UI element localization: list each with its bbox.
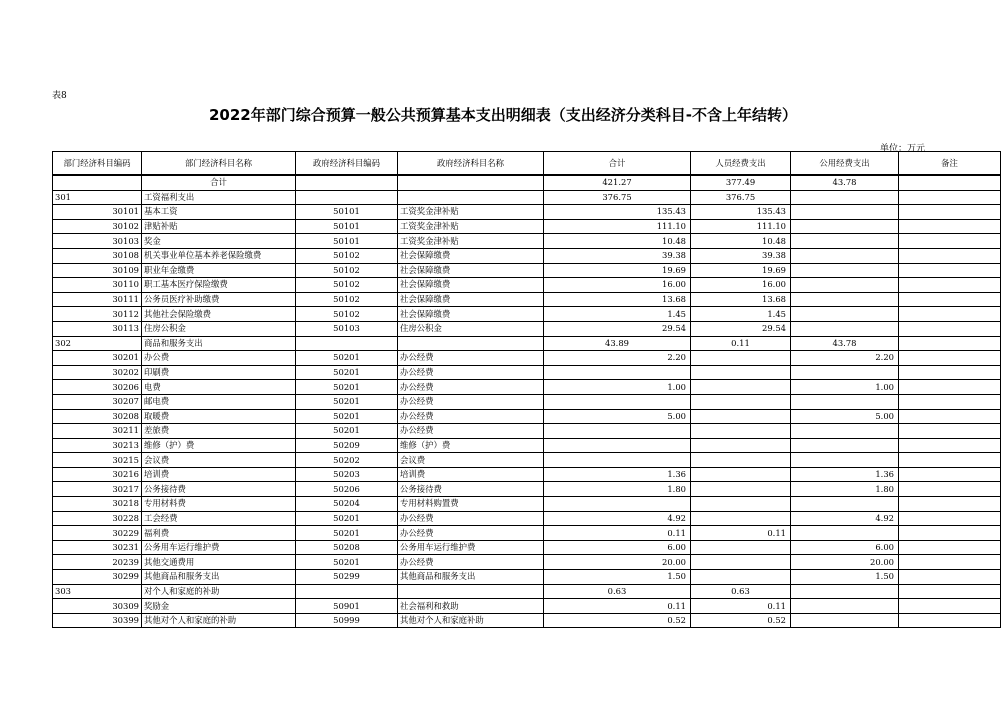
- personnel-cell: 0.11: [691, 336, 791, 351]
- note-cell: [899, 438, 1001, 453]
- dept-code-cell: 30110: [53, 278, 142, 293]
- table-row: [53, 365, 1001, 380]
- dept-code-cell: 30109: [53, 263, 142, 278]
- personnel-cell: 29.54: [691, 321, 791, 336]
- gov-code-cell: 50102: [296, 278, 398, 293]
- personnel-cell: 16.00: [691, 278, 791, 293]
- gov-name-cell: 办公经费: [398, 511, 544, 526]
- gov-code-cell: [296, 584, 398, 599]
- gov-name-cell: 公务接待费: [398, 482, 544, 497]
- gov-name-cell: 培训费: [398, 467, 544, 482]
- note-cell: [899, 409, 1001, 424]
- total-cell: 421.27: [544, 175, 691, 190]
- gov-name-cell: 社会保障缴费: [398, 263, 544, 278]
- dept-name-cell: 机关事业单位基本养老保险缴费: [142, 248, 296, 263]
- group-row: [53, 336, 1001, 351]
- gov-name-cell: 办公经费: [398, 409, 544, 424]
- personnel-cell: 1.45: [691, 307, 791, 322]
- personnel-cell: 0.63: [691, 584, 791, 599]
- public-cell: [791, 438, 899, 453]
- gov-name-cell: [398, 584, 544, 599]
- public-cell: [791, 292, 899, 307]
- personnel-cell: 39.38: [691, 248, 791, 263]
- dept-code-cell: 30299: [53, 570, 142, 585]
- note-cell: [899, 570, 1001, 585]
- dept-code-cell: 30102: [53, 219, 142, 234]
- gov-name-cell: 社会福利和救助: [398, 599, 544, 614]
- public-cell: [791, 526, 899, 541]
- gov-code-cell: 50901: [296, 599, 398, 614]
- public-cell: 4.92: [791, 511, 899, 526]
- table-row: [53, 380, 1001, 395]
- dept-code-cell: 30108: [53, 248, 142, 263]
- gov-code-cell: 50204: [296, 497, 398, 512]
- gov-code-cell: 50201: [296, 409, 398, 424]
- dept-name-cell: 公务员医疗补助缴费: [142, 292, 296, 307]
- public-cell: [791, 321, 899, 336]
- gov-code-cell: 50208: [296, 540, 398, 555]
- note-cell: [899, 540, 1001, 555]
- header-personnel: 人员经费支出: [691, 152, 791, 176]
- dept-code-cell: 30111: [53, 292, 142, 307]
- note-cell: [899, 263, 1001, 278]
- gov-code-cell: 50201: [296, 380, 398, 395]
- total-cell: 0.11: [544, 599, 691, 614]
- note-cell: [899, 292, 1001, 307]
- total-cell: 0.11: [544, 526, 691, 541]
- gov-code-cell: [296, 190, 398, 205]
- personnel-cell: [691, 540, 791, 555]
- table-row: [53, 234, 1001, 249]
- public-cell: 43.78: [791, 336, 899, 351]
- personnel-cell: 376.75: [691, 190, 791, 205]
- gov-name-cell: 办公经费: [398, 351, 544, 366]
- table-row: [53, 219, 1001, 234]
- dept-name-cell: 其他对个人和家庭的补助: [142, 613, 296, 628]
- total-cell: [544, 497, 691, 512]
- gov-name-cell: 办公经费: [398, 380, 544, 395]
- header-note: 备注: [899, 152, 1001, 176]
- gov-name-cell: 社会保障缴费: [398, 278, 544, 293]
- dept-name-cell: 邮电费: [142, 394, 296, 409]
- table-row: [53, 482, 1001, 497]
- total-cell: 0.63: [544, 584, 691, 599]
- dept-code-cell: 30206: [53, 380, 142, 395]
- total-cell: 29.54: [544, 321, 691, 336]
- group-row: [53, 584, 1001, 599]
- page-title: 2022年部门综合预算一般公共预算基本支出明细表（支出经济分类科目-不含上年结转）: [209, 106, 797, 124]
- table-row: [53, 526, 1001, 541]
- dept-name-cell: 其他社会保险缴费: [142, 307, 296, 322]
- note-cell: [899, 307, 1001, 322]
- personnel-cell: [691, 555, 791, 570]
- public-cell: 5.00: [791, 409, 899, 424]
- total-cell: 1.50: [544, 570, 691, 585]
- dept-code-cell: 301: [53, 190, 142, 205]
- note-cell: [899, 497, 1001, 512]
- total-cell: 135.43: [544, 205, 691, 220]
- table-row: [53, 540, 1001, 555]
- gov-code-cell: [296, 175, 398, 190]
- table-row: [53, 438, 1001, 453]
- dept-name-cell: 职业年金缴费: [142, 263, 296, 278]
- dept-name-cell: 职工基本医疗保险缴费: [142, 278, 296, 293]
- personnel-cell: [691, 409, 791, 424]
- dept-name-cell: 电费: [142, 380, 296, 395]
- personnel-cell: 19.69: [691, 263, 791, 278]
- total-cell: 376.75: [544, 190, 691, 205]
- gov-name-cell: 专用材料购置费: [398, 497, 544, 512]
- personnel-cell: 13.68: [691, 292, 791, 307]
- header-gov-code: 政府经济科目编码: [296, 152, 398, 176]
- gov-code-cell: 50999: [296, 613, 398, 628]
- dept-code-cell: 30229: [53, 526, 142, 541]
- dept-name-cell: 商品和服务支出: [142, 336, 296, 351]
- public-cell: 1.36: [791, 467, 899, 482]
- personnel-cell: [691, 380, 791, 395]
- gov-name-cell: 办公经费: [398, 526, 544, 541]
- table-row: [53, 497, 1001, 512]
- dept-code-cell: 30211: [53, 424, 142, 439]
- dept-code-cell: 30399: [53, 613, 142, 628]
- public-cell: 43.78: [791, 175, 899, 190]
- header-dept-code: 部门经济科目编码: [53, 152, 142, 176]
- table-row: [53, 613, 1001, 628]
- note-cell: [899, 219, 1001, 234]
- dept-name-cell: 奖励金: [142, 599, 296, 614]
- public-cell: [791, 234, 899, 249]
- gov-code-cell: 50206: [296, 482, 398, 497]
- gov-name-cell: 社会保障缴费: [398, 292, 544, 307]
- total-cell: 19.69: [544, 263, 691, 278]
- table-row: [53, 205, 1001, 220]
- total-cell: 0.52: [544, 613, 691, 628]
- personnel-cell: 377.49: [691, 175, 791, 190]
- note-cell: [899, 234, 1001, 249]
- dept-name-cell: 差旅费: [142, 424, 296, 439]
- total-cell: 5.00: [544, 409, 691, 424]
- gov-name-cell: 办公经费: [398, 394, 544, 409]
- dept-code-cell: 30218: [53, 497, 142, 512]
- dept-code-cell: 30202: [53, 365, 142, 380]
- table-row: [53, 453, 1001, 468]
- dept-name-cell: 福利费: [142, 526, 296, 541]
- note-cell: [899, 175, 1001, 190]
- note-cell: [899, 599, 1001, 614]
- personnel-cell: [691, 467, 791, 482]
- gov-code-cell: 50201: [296, 424, 398, 439]
- gov-name-cell: 工资奖金津补贴: [398, 219, 544, 234]
- note-cell: [899, 380, 1001, 395]
- total-cell: 1.00: [544, 380, 691, 395]
- note-cell: [899, 321, 1001, 336]
- personnel-cell: [691, 424, 791, 439]
- note-cell: [899, 467, 1001, 482]
- note-cell: [899, 424, 1001, 439]
- personnel-cell: [691, 351, 791, 366]
- gov-name-cell: 办公经费: [398, 365, 544, 380]
- gov-name-cell: 办公经费: [398, 555, 544, 570]
- gov-code-cell: 50101: [296, 205, 398, 220]
- gov-code-cell: 50103: [296, 321, 398, 336]
- total-cell: 1.80: [544, 482, 691, 497]
- public-cell: [791, 497, 899, 512]
- dept-code-cell: 30231: [53, 540, 142, 555]
- note-cell: [899, 248, 1001, 263]
- total-cell: 111.10: [544, 219, 691, 234]
- table-row: [53, 278, 1001, 293]
- table-row: [53, 292, 1001, 307]
- public-cell: 1.50: [791, 570, 899, 585]
- personnel-cell: 111.10: [691, 219, 791, 234]
- note-cell: [899, 526, 1001, 541]
- dept-code-cell: 30309: [53, 599, 142, 614]
- public-cell: [791, 394, 899, 409]
- dept-name-cell: 基本工资: [142, 205, 296, 220]
- table-row: [53, 248, 1001, 263]
- gov-code-cell: 50201: [296, 511, 398, 526]
- dept-code-cell: 302: [53, 336, 142, 351]
- gov-name-cell: 社会保障缴费: [398, 248, 544, 263]
- dept-code-cell: 30201: [53, 351, 142, 366]
- total-cell: 13.68: [544, 292, 691, 307]
- public-cell: [791, 248, 899, 263]
- total-cell: 1.45: [544, 307, 691, 322]
- dept-name-cell: 维修（护）费: [142, 438, 296, 453]
- dept-code-cell: 303: [53, 584, 142, 599]
- dept-name-cell: 取暖费: [142, 409, 296, 424]
- gov-name-cell: [398, 190, 544, 205]
- gov-name-cell: 办公经费: [398, 424, 544, 439]
- note-cell: [899, 511, 1001, 526]
- dept-code-cell: 30208: [53, 409, 142, 424]
- dept-code-cell: 30112: [53, 307, 142, 322]
- total-cell: 4.92: [544, 511, 691, 526]
- gov-name-cell: [398, 336, 544, 351]
- dept-name-cell: 培训费: [142, 467, 296, 482]
- dept-name-cell: 合计: [142, 175, 296, 190]
- total-cell: 39.38: [544, 248, 691, 263]
- group-row: [53, 190, 1001, 205]
- note-cell: [899, 205, 1001, 220]
- gov-code-cell: 50102: [296, 307, 398, 322]
- table-row: [53, 424, 1001, 439]
- note-cell: [899, 613, 1001, 628]
- dept-code-cell: 30216: [53, 467, 142, 482]
- table-row: [53, 307, 1001, 322]
- gov-name-cell: 工资奖金津补贴: [398, 205, 544, 220]
- table-row: [53, 570, 1001, 585]
- dept-code-cell: 30228: [53, 511, 142, 526]
- gov-code-cell: [296, 336, 398, 351]
- unit-label: 单位：万元: [880, 144, 926, 154]
- gov-code-cell: 50102: [296, 263, 398, 278]
- public-cell: 1.80: [791, 482, 899, 497]
- header-public: 公用经费支出: [791, 152, 899, 176]
- table-row: [53, 321, 1001, 336]
- total-cell: [544, 365, 691, 380]
- note-cell: [899, 482, 1001, 497]
- dept-name-cell: 其他交通费用: [142, 555, 296, 570]
- dept-code-cell: 20239: [53, 555, 142, 570]
- personnel-cell: 0.52: [691, 613, 791, 628]
- dept-name-cell: 工资福利支出: [142, 190, 296, 205]
- note-cell: [899, 453, 1001, 468]
- dept-name-cell: 奖金: [142, 234, 296, 249]
- public-cell: [791, 219, 899, 234]
- dept-name-cell: 住房公积金: [142, 321, 296, 336]
- gov-code-cell: 50201: [296, 365, 398, 380]
- public-cell: 6.00: [791, 540, 899, 555]
- total-row: [53, 175, 1001, 190]
- public-cell: [791, 453, 899, 468]
- personnel-cell: 10.48: [691, 234, 791, 249]
- public-cell: [791, 190, 899, 205]
- public-cell: [791, 613, 899, 628]
- header-gov-name: 政府经济科目名称: [398, 152, 544, 176]
- gov-code-cell: 50209: [296, 438, 398, 453]
- gov-name-cell: 会议费: [398, 453, 544, 468]
- note-cell: [899, 278, 1001, 293]
- gov-name-cell: 维修（护）费: [398, 438, 544, 453]
- public-cell: 2.20: [791, 351, 899, 366]
- note-cell: [899, 365, 1001, 380]
- dept-code-cell: 30103: [53, 234, 142, 249]
- gov-code-cell: 50202: [296, 453, 398, 468]
- public-cell: [791, 263, 899, 278]
- table-row: [53, 511, 1001, 526]
- dept-code-cell: 30113: [53, 321, 142, 336]
- gov-name-cell: 其他商品和服务支出: [398, 570, 544, 585]
- note-cell: [899, 394, 1001, 409]
- gov-code-cell: 50201: [296, 394, 398, 409]
- gov-code-cell: 50102: [296, 248, 398, 263]
- budget-table: [52, 151, 1001, 628]
- table-row: [53, 555, 1001, 570]
- personnel-cell: [691, 511, 791, 526]
- public-cell: [791, 205, 899, 220]
- gov-name-cell: 其他对个人和家庭补助: [398, 613, 544, 628]
- table-row: [53, 467, 1001, 482]
- note-cell: [899, 584, 1001, 599]
- personnel-cell: [691, 570, 791, 585]
- total-cell: 16.00: [544, 278, 691, 293]
- table-body: [53, 175, 1001, 628]
- note-cell: [899, 555, 1001, 570]
- dept-name-cell: 工会经费: [142, 511, 296, 526]
- gov-code-cell: 50101: [296, 219, 398, 234]
- note-cell: [899, 351, 1001, 366]
- personnel-cell: [691, 365, 791, 380]
- table-header-row: [53, 152, 1001, 176]
- personnel-cell: 0.11: [691, 599, 791, 614]
- gov-code-cell: 50299: [296, 570, 398, 585]
- table-row: [53, 599, 1001, 614]
- note-cell: [899, 190, 1001, 205]
- personnel-cell: [691, 482, 791, 497]
- gov-name-cell: 工资奖金津补贴: [398, 234, 544, 249]
- note-cell: [899, 336, 1001, 351]
- personnel-cell: [691, 438, 791, 453]
- public-cell: [791, 307, 899, 322]
- total-cell: [544, 424, 691, 439]
- total-cell: [544, 453, 691, 468]
- public-cell: [791, 599, 899, 614]
- dept-code-cell: 30101: [53, 205, 142, 220]
- personnel-cell: 0.11: [691, 526, 791, 541]
- personnel-cell: [691, 497, 791, 512]
- total-cell: [544, 438, 691, 453]
- personnel-cell: 135.43: [691, 205, 791, 220]
- gov-code-cell: 50203: [296, 467, 398, 482]
- dept-code-cell: 30215: [53, 453, 142, 468]
- header-total: 合计: [544, 152, 691, 176]
- dept-name-cell: 专用材料费: [142, 497, 296, 512]
- table-row: [53, 263, 1001, 278]
- public-cell: 20.00: [791, 555, 899, 570]
- dept-name-cell: 对个人和家庭的补助: [142, 584, 296, 599]
- public-cell: 1.00: [791, 380, 899, 395]
- dept-code-cell: [53, 175, 142, 190]
- gov-name-cell: 社会保障缴费: [398, 307, 544, 322]
- total-cell: [544, 394, 691, 409]
- gov-code-cell: 50201: [296, 526, 398, 541]
- total-cell: 43.89: [544, 336, 691, 351]
- gov-name-cell: 住房公积金: [398, 321, 544, 336]
- public-cell: [791, 584, 899, 599]
- header-dept-name: 部门经济科目名称: [142, 152, 296, 176]
- personnel-cell: [691, 394, 791, 409]
- gov-name-cell: [398, 175, 544, 190]
- total-cell: 1.36: [544, 467, 691, 482]
- total-cell: 20.00: [544, 555, 691, 570]
- dept-name-cell: 津贴补贴: [142, 219, 296, 234]
- gov-name-cell: 公务用车运行维护费: [398, 540, 544, 555]
- public-cell: [791, 278, 899, 293]
- dept-name-cell: 办公费: [142, 351, 296, 366]
- total-cell: 10.48: [544, 234, 691, 249]
- dept-name-cell: 公务用车运行维护费: [142, 540, 296, 555]
- personnel-cell: [691, 453, 791, 468]
- table-row: [53, 394, 1001, 409]
- table-row: [53, 409, 1001, 424]
- dept-name-cell: 公务接待费: [142, 482, 296, 497]
- public-cell: [791, 365, 899, 380]
- dept-name-cell: 会议费: [142, 453, 296, 468]
- total-cell: 2.20: [544, 351, 691, 366]
- dept-code-cell: 30213: [53, 438, 142, 453]
- gov-code-cell: 50201: [296, 555, 398, 570]
- public-cell: [791, 424, 899, 439]
- form-number: 表8: [52, 91, 67, 101]
- table-row: [53, 351, 1001, 366]
- dept-name-cell: 其他商品和服务支出: [142, 570, 296, 585]
- dept-code-cell: 30207: [53, 394, 142, 409]
- gov-code-cell: 50102: [296, 292, 398, 307]
- gov-code-cell: 50101: [296, 234, 398, 249]
- gov-code-cell: 50201: [296, 351, 398, 366]
- dept-name-cell: 印刷费: [142, 365, 296, 380]
- dept-code-cell: 30217: [53, 482, 142, 497]
- total-cell: 6.00: [544, 540, 691, 555]
